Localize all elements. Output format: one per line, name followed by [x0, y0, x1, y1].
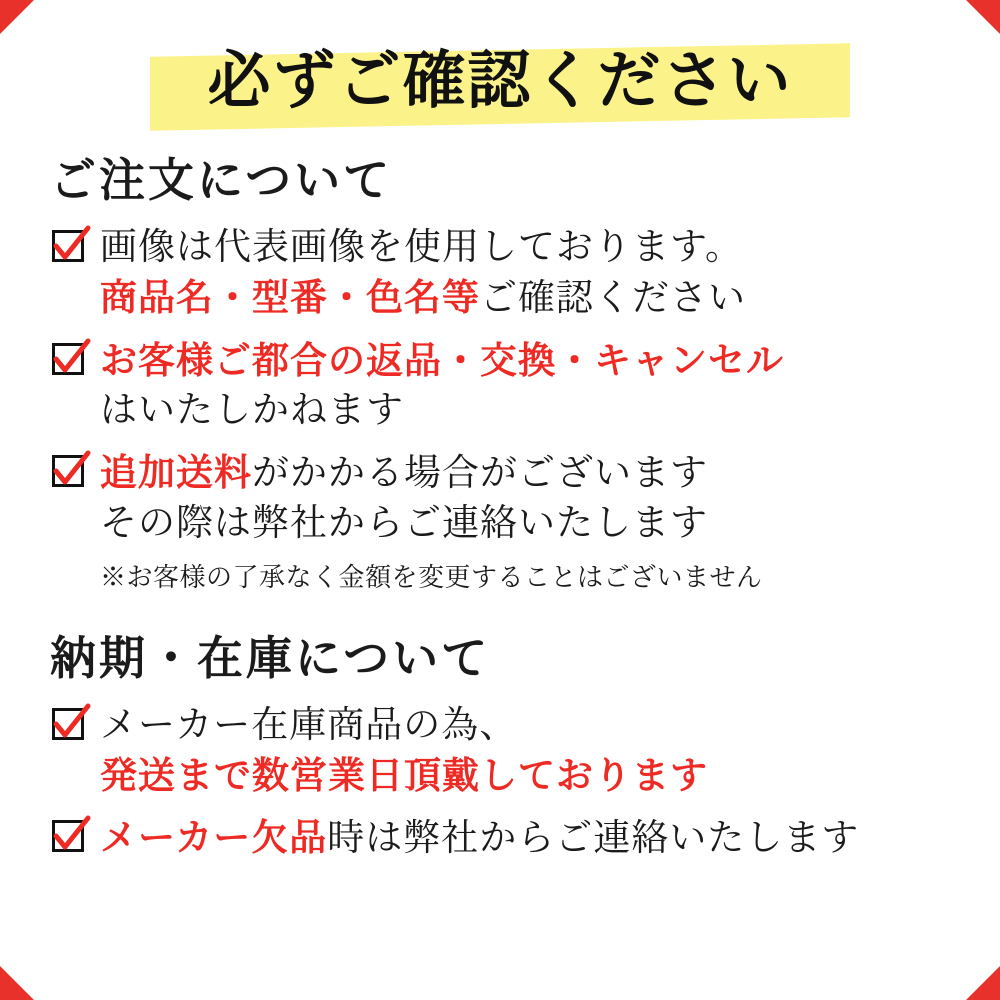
page-title: 必ずご確認ください — [207, 43, 793, 117]
text-line: その際は弊社からご連絡いたします — [100, 501, 708, 544]
list-item-text — [100, 447, 958, 548]
text-line-emphasis: お客様ご都合の返品・交換・キャンセル — [100, 338, 784, 382]
text-line-mixed — [100, 812, 958, 863]
text-emphasis: メーカー欠品 — [100, 815, 328, 859]
text-line: はいたしかねます — [100, 388, 404, 431]
text-normal: 時は弊社からご連絡いたします — [327, 816, 860, 859]
footnote: ※お客様の了承なく金額を変更することはございません — [100, 563, 763, 593]
list-item-text — [100, 700, 958, 800]
list-item — [50, 700, 958, 800]
section-heading-order: ご注文について — [50, 153, 393, 207]
list-item — [50, 812, 958, 863]
text-line: メーカー在庫商品の為、 — [100, 703, 518, 746]
text-line-emphasis: 発送まで数営業日頂戴しております — [100, 753, 708, 797]
checkbox-checked-icon — [50, 226, 92, 268]
title-block — [42, 34, 958, 126]
text-emphasis: 商品名・型番・色名等 — [100, 275, 480, 319]
text-line-mixed — [100, 447, 958, 498]
text-emphasis: 追加送料 — [100, 450, 252, 494]
section-heading-delivery: 納期・在庫について — [50, 631, 491, 685]
list-item-text — [100, 335, 958, 435]
list-item — [50, 447, 958, 548]
list-item-text — [100, 812, 958, 863]
text-line-mixed — [100, 272, 958, 323]
checkbox-checked-icon — [50, 704, 92, 746]
checkbox-checked-icon — [50, 339, 92, 381]
checkbox-checked-icon — [50, 451, 92, 493]
text-line: 画像は代表画像を使用しております。 — [100, 225, 744, 268]
text-normal: がかかる場合がございます — [252, 451, 708, 494]
list-item-text — [100, 222, 958, 323]
text-normal: ご確認ください — [480, 276, 746, 319]
list-item — [50, 222, 958, 323]
checkbox-checked-icon — [50, 816, 92, 858]
list-item — [50, 335, 958, 435]
